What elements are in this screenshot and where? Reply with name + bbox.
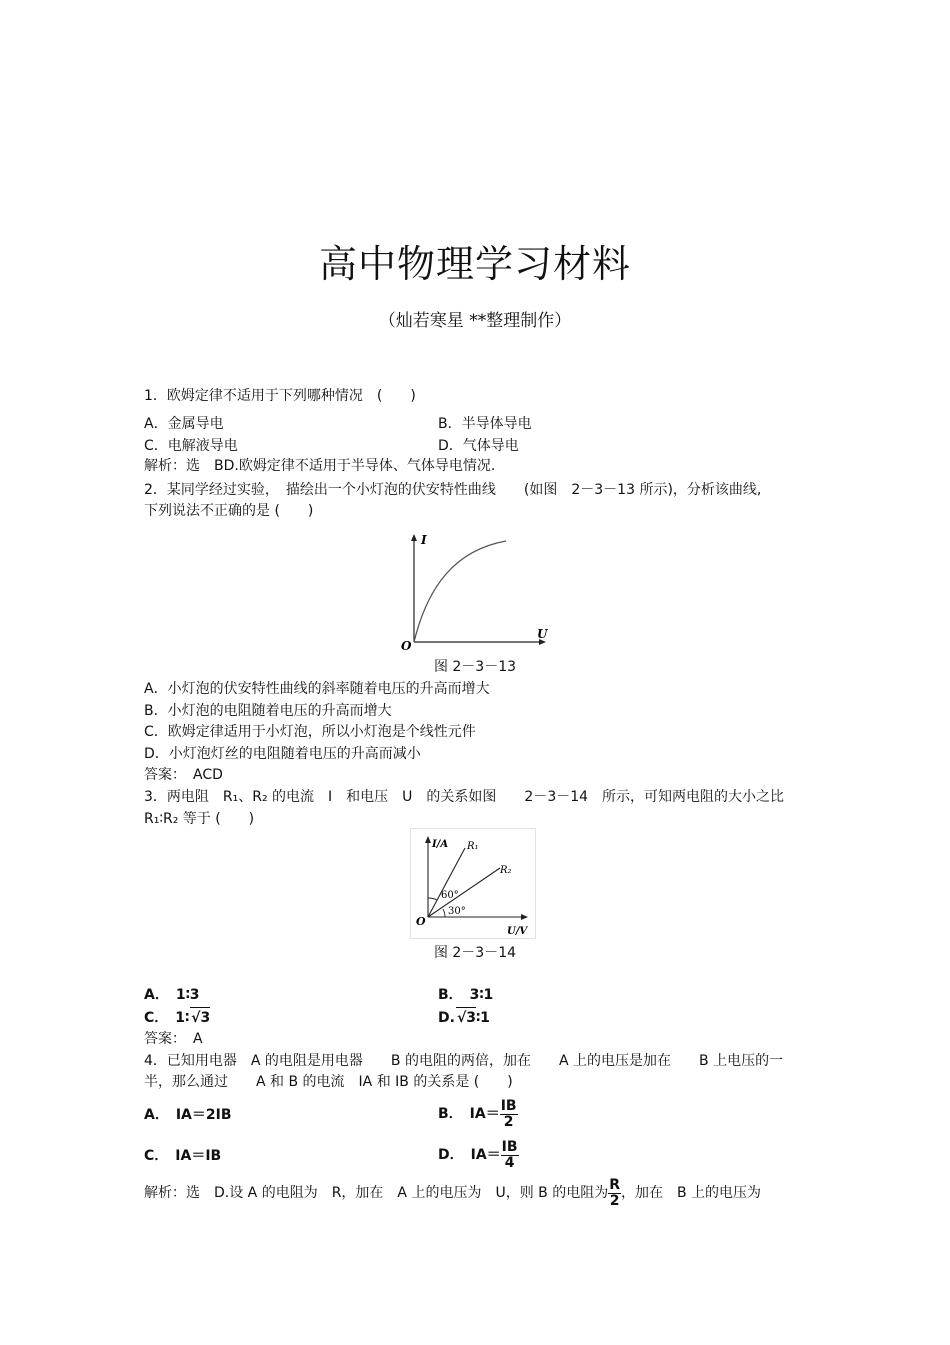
q4-option-b [438,1094,518,1134]
figure-2-3-13 [396,530,556,652]
q4-option-d-prefix: D． IA＝ [438,1147,501,1163]
q2-answer: 答案： ACD [144,767,223,783]
r1-label: R₁ [467,841,479,852]
q3-stem-line1: 3．两电阻 R₁、R₂ 的电流 I 和电压 U 的关系如图 2－3－14 所示，可知两电阻的大小之比 [144,789,785,805]
q4-analysis-suffix: ，加在 B 上的电压为 [621,1185,762,1201]
q4-analysis [144,1173,761,1213]
q3-stem-line2: R₁∶R₂ 等于 ( ) [144,811,255,827]
q3-option-c [144,1007,210,1028]
q3-answer: 答案： A [144,1031,203,1047]
iv-curve [414,541,506,642]
q3-option-a: A． 1∶3 [144,987,200,1003]
q4-option-b-prefix: B． IA＝ [438,1106,500,1122]
q1-option-b: B．半导体导电 [438,416,532,432]
q3-option-d-prefix: D. [438,1010,455,1026]
r2-label: R₂ [500,865,512,876]
fraction-numerator: IB [501,1138,518,1155]
angle-60-label: 60° [441,890,459,901]
q1-option-a: A．金属导电 [144,416,224,432]
q1-option-c: C．电解液导电 [144,438,238,454]
angle-arc-30 [443,909,445,917]
q4-option-d-fraction [501,1140,519,1171]
q4-analysis-fraction [608,1178,621,1209]
q3-option-d-suffix: ∶1 [476,1010,490,1026]
fraction-numerator: IB [500,1097,517,1114]
page-title: 高中物理学习材料 [318,242,631,286]
angle-arc-60 [428,898,437,900]
sqrt-symbol: √3 [456,1007,476,1028]
q2-option-a: A．小灯泡的伏安特性曲线的斜率随着电压的升高而增大 [144,681,490,697]
y-axis-arrow [411,534,417,541]
q1-analysis: 解析：选 BD.欧姆定律不适用于半导体、气体导电情况. [144,458,496,474]
q3-option-c-prefix: C． 1∶ [144,1010,190,1026]
x-axis-label: U [537,627,548,641]
y-axis-arrow [425,836,431,843]
q4-option-b-fraction [500,1099,518,1130]
x-axis-label: U/V [507,926,528,937]
angle-30-label: 30° [448,906,466,917]
figure-2-3-13-caption: 图 2－3－13 [433,659,517,675]
figure-2-3-14-caption: 图 2－3－14 [433,945,517,961]
q3-option-c-radicand: 3 [200,1010,211,1026]
y-axis-label: I/A [432,839,449,850]
q4-stem-line2: 半，那么通过 A 和 B 的电流 IA 和 IB 的关系是 ( ) [144,1074,513,1090]
q4-analysis-prefix: 解析：选 D.设 A 的电阻为 R，加在 A 上的电压为 U，则 B 的电阻为 [144,1185,609,1201]
sqrt-symbol: √3 [190,1007,210,1028]
q1-stem: 1．欧姆定律不适用于下列哪种情况 ( ) [144,388,416,404]
figure-2-3-14 [410,828,537,940]
q2-option-b: B．小灯泡的电阻随着电压的升高而增大 [144,703,392,719]
q2-stem-line2: 下列说法不正确的是 ( ) [144,503,314,519]
q2-stem-line1: 2．某同学经过实验， 描绘出一个小灯泡的伏安特性曲线 (如图 2－3－13 所示)，分析该曲线, [144,482,762,498]
fraction-denominator: 2 [503,1113,514,1130]
q4-option-d [438,1135,519,1175]
q2-option-d: D．小灯泡灯丝的电阻随着电压的升高而减小 [144,746,421,762]
q1-option-d: D．气体导电 [438,438,519,454]
fraction-denominator: 2 [609,1192,620,1209]
q3-option-d-radicand: 3 [466,1010,477,1026]
q3-option-b: B． 3∶1 [438,987,494,1003]
origin-label: O [416,915,426,928]
y-axis-label: I [421,533,427,547]
page-subtitle: （灿若寒星 **整理制作） [378,311,572,331]
q4-stem-line1: 4．已知用电器 A 的电阻是用电器 B 的电阻的两倍，加在 A 上的电压是加在 B 上电压的一 [144,1053,784,1069]
q4-option-a: A． IA＝2IB [144,1107,232,1123]
fraction-denominator: 4 [504,1154,515,1171]
q2-option-c: C．欧姆定律适用于小灯泡，所以小灯泡是个线性元件 [144,724,476,740]
fraction-numerator: R [609,1176,620,1193]
origin-label: O [401,639,412,652]
q4-option-c: C． IA＝IB [144,1148,222,1164]
q3-option-d [438,1007,490,1028]
x-axis-arrow [521,914,528,920]
